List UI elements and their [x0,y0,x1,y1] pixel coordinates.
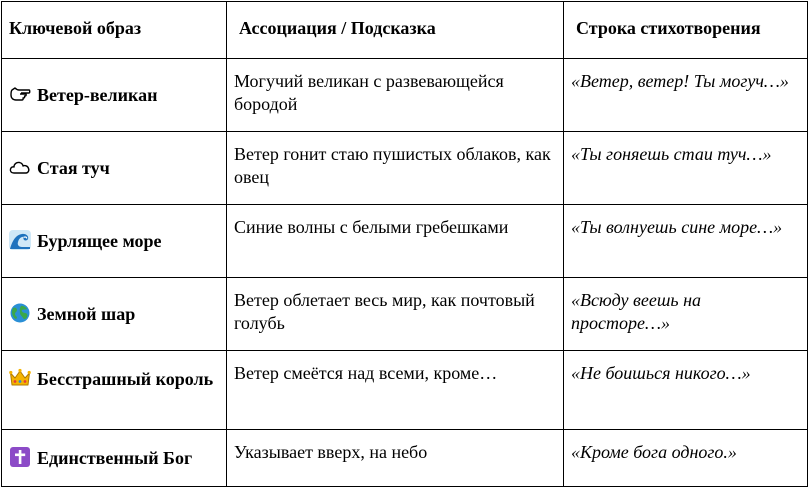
association-cell: Указывает вверх, на небо [227,430,564,487]
key-image-label: Ветер-великан [37,84,158,105]
association-cell: Ветер гонит стаю пушистых облаков, как овец [227,132,564,205]
key-image-label: Бесстрашный король [37,369,214,389]
wave-icon [9,230,31,250]
header-key-image: Ключевой образ [2,2,227,59]
cross-icon [9,447,31,467]
table-row [2,59,808,132]
key-image-cell [2,430,227,487]
table-row [2,351,808,430]
key-image-label: Единственный Бог [37,447,193,468]
table-row [2,132,808,205]
key-image-cell [2,59,227,132]
globe-icon [9,303,31,323]
poem-line-cell: «Кроме бога одного.» [564,430,808,487]
key-image-cell [2,278,227,351]
header-row [2,2,808,59]
cloud-icon [9,157,31,177]
key-image-cell [2,132,227,205]
key-image-label: Стая туч [37,157,110,178]
association-cell: Могучий великан с развевающейся бородой [227,59,564,132]
table-row [2,278,808,351]
poem-line-cell: «Не боишься никого…» [564,351,808,430]
header-association: Ассоциация / Подсказка [227,2,564,59]
table-row [2,430,808,487]
association-cell: Ветер смеётся над всеми, кроме… [227,351,564,430]
association-cell: Ветер облетает весь мир, как почтовый голубь [227,278,564,351]
poem-line-cell: «Ты гоняешь стаи туч…» [564,132,808,205]
table-row [2,205,808,278]
key-image-label: Бурлящее море [37,230,162,251]
poem-line-cell: «Всюду веешь на просторе…» [564,278,808,351]
poem-mnemonic-table [1,1,808,487]
key-image-cell [2,205,227,278]
pointing-hand-icon [9,84,31,104]
crown-icon [9,368,31,388]
poem-line-cell: «Ветер, ветер! Ты могуч…» [564,59,808,132]
association-cell: Синие волны с белыми гребешками [227,205,564,278]
key-image-cell [2,351,227,430]
header-poem-line: Строка стихотворения [564,2,808,59]
key-image-label: Земной шар [37,303,136,324]
poem-line-cell: «Ты волнуешь сине море…» [564,205,808,278]
